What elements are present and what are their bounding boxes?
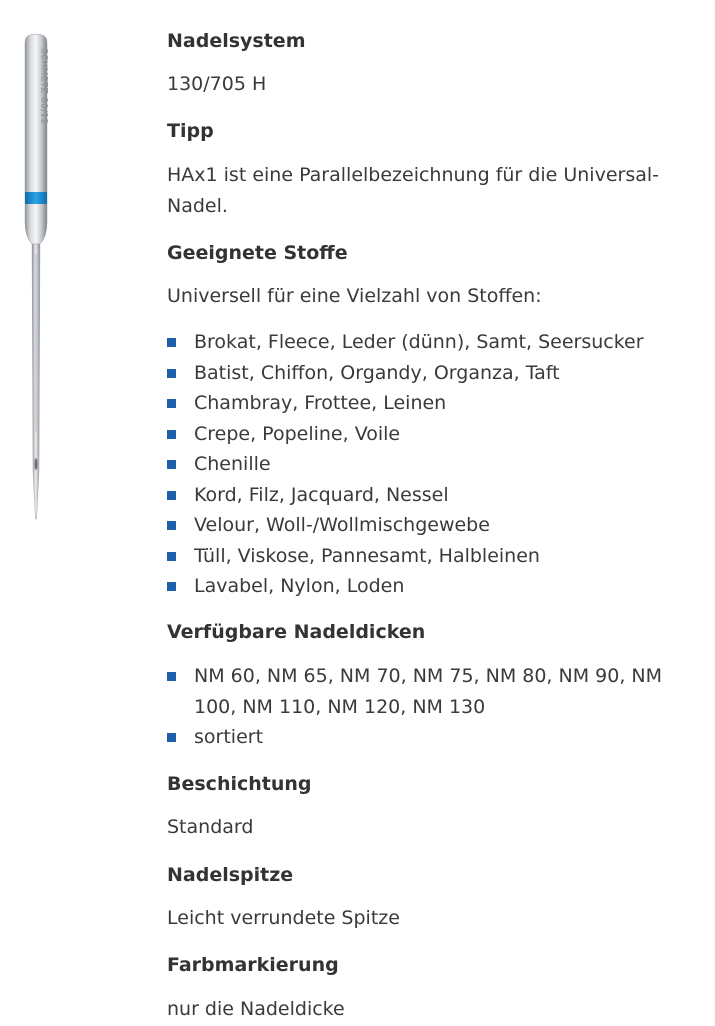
list-item-text: Chambray, Frottee, Leinen bbox=[194, 392, 447, 414]
list-item bbox=[167, 388, 697, 419]
bullet-square-icon bbox=[167, 338, 176, 347]
tipp-heading: Tipp bbox=[167, 120, 214, 142]
list-item bbox=[167, 541, 697, 572]
nadelspitze-heading: Nadelspitze bbox=[167, 864, 294, 886]
list-item-text: Lavabel, Nylon, Loden bbox=[194, 575, 405, 597]
list-item-text: Crepe, Popeline, Voile bbox=[194, 422, 401, 445]
beschichtung-heading: Beschichtung bbox=[167, 773, 312, 795]
list-item-text: Velour, Woll-/Wollmischgewebe bbox=[194, 514, 490, 536]
bullet-square-icon bbox=[167, 521, 176, 530]
bullet-square-icon bbox=[167, 552, 176, 561]
list-item bbox=[167, 419, 697, 450]
stoffe-intro: Universell für eine Vielzahl von Stoffen: bbox=[167, 285, 542, 307]
list-item-text: sortiert bbox=[194, 726, 264, 748]
tipp-text: HAx1 ist eine Parallelbezeichnung für die Universal-Nadel. bbox=[167, 164, 659, 217]
bullet-square-icon bbox=[167, 399, 176, 408]
list-item-text: Kord, Filz, Jacquard, Nessel bbox=[194, 483, 449, 506]
farbmarkierung-value: nur die Nadeldicke bbox=[167, 998, 345, 1020]
nadeldicken-list bbox=[167, 661, 697, 753]
nadelspitze-value: Leicht verrundete Spitze bbox=[167, 907, 400, 929]
list-item bbox=[167, 661, 697, 722]
list-item-text: Batist, Chiffon, Organdy, Organza, Taft bbox=[194, 361, 560, 384]
bullet-square-icon bbox=[167, 430, 176, 439]
needle-eye bbox=[34, 458, 37, 470]
needle-image bbox=[18, 32, 56, 522]
nadelsystem-heading: Nadelsystem bbox=[167, 30, 306, 52]
bullet-square-icon bbox=[167, 369, 176, 378]
list-item-text: Tüll, Viskose, Pannesamt, Halbleinen bbox=[194, 544, 540, 567]
list-item-text: Chenille bbox=[194, 453, 271, 475]
bullet-square-icon bbox=[167, 491, 176, 500]
nadeldicken-heading: Verfügbare Nadeldicken bbox=[167, 621, 426, 643]
stoffe-list bbox=[167, 327, 697, 602]
needle-engraving: SCHMETZ 80/12 bbox=[38, 48, 49, 125]
list-item bbox=[167, 722, 697, 753]
list-item bbox=[167, 571, 697, 602]
nadelsystem-value: 130/705 H bbox=[167, 73, 267, 95]
bullet-square-icon bbox=[167, 460, 176, 469]
bullet-square-icon bbox=[167, 672, 176, 681]
bullet-square-icon bbox=[167, 733, 176, 742]
list-item bbox=[167, 480, 697, 511]
list-item-text: Brokat, Fleece, Leder (dünn), Samt, Seersucker bbox=[194, 331, 644, 353]
bullet-square-icon bbox=[167, 582, 176, 591]
beschichtung-value: Standard bbox=[167, 816, 254, 838]
list-item bbox=[167, 510, 697, 541]
needle-color-band bbox=[25, 192, 47, 204]
list-item bbox=[167, 449, 697, 480]
list-item-text: NM 60, NM 65, NM 70, NM 75, NM 80, NM 90, NM 100, NM 110, NM 120, NM 130 bbox=[194, 665, 663, 718]
list-item bbox=[167, 358, 697, 389]
stoffe-heading: Geeignete Stoffe bbox=[167, 242, 348, 264]
farbmarkierung-heading: Farbmarkierung bbox=[167, 954, 339, 976]
list-item bbox=[167, 327, 697, 358]
